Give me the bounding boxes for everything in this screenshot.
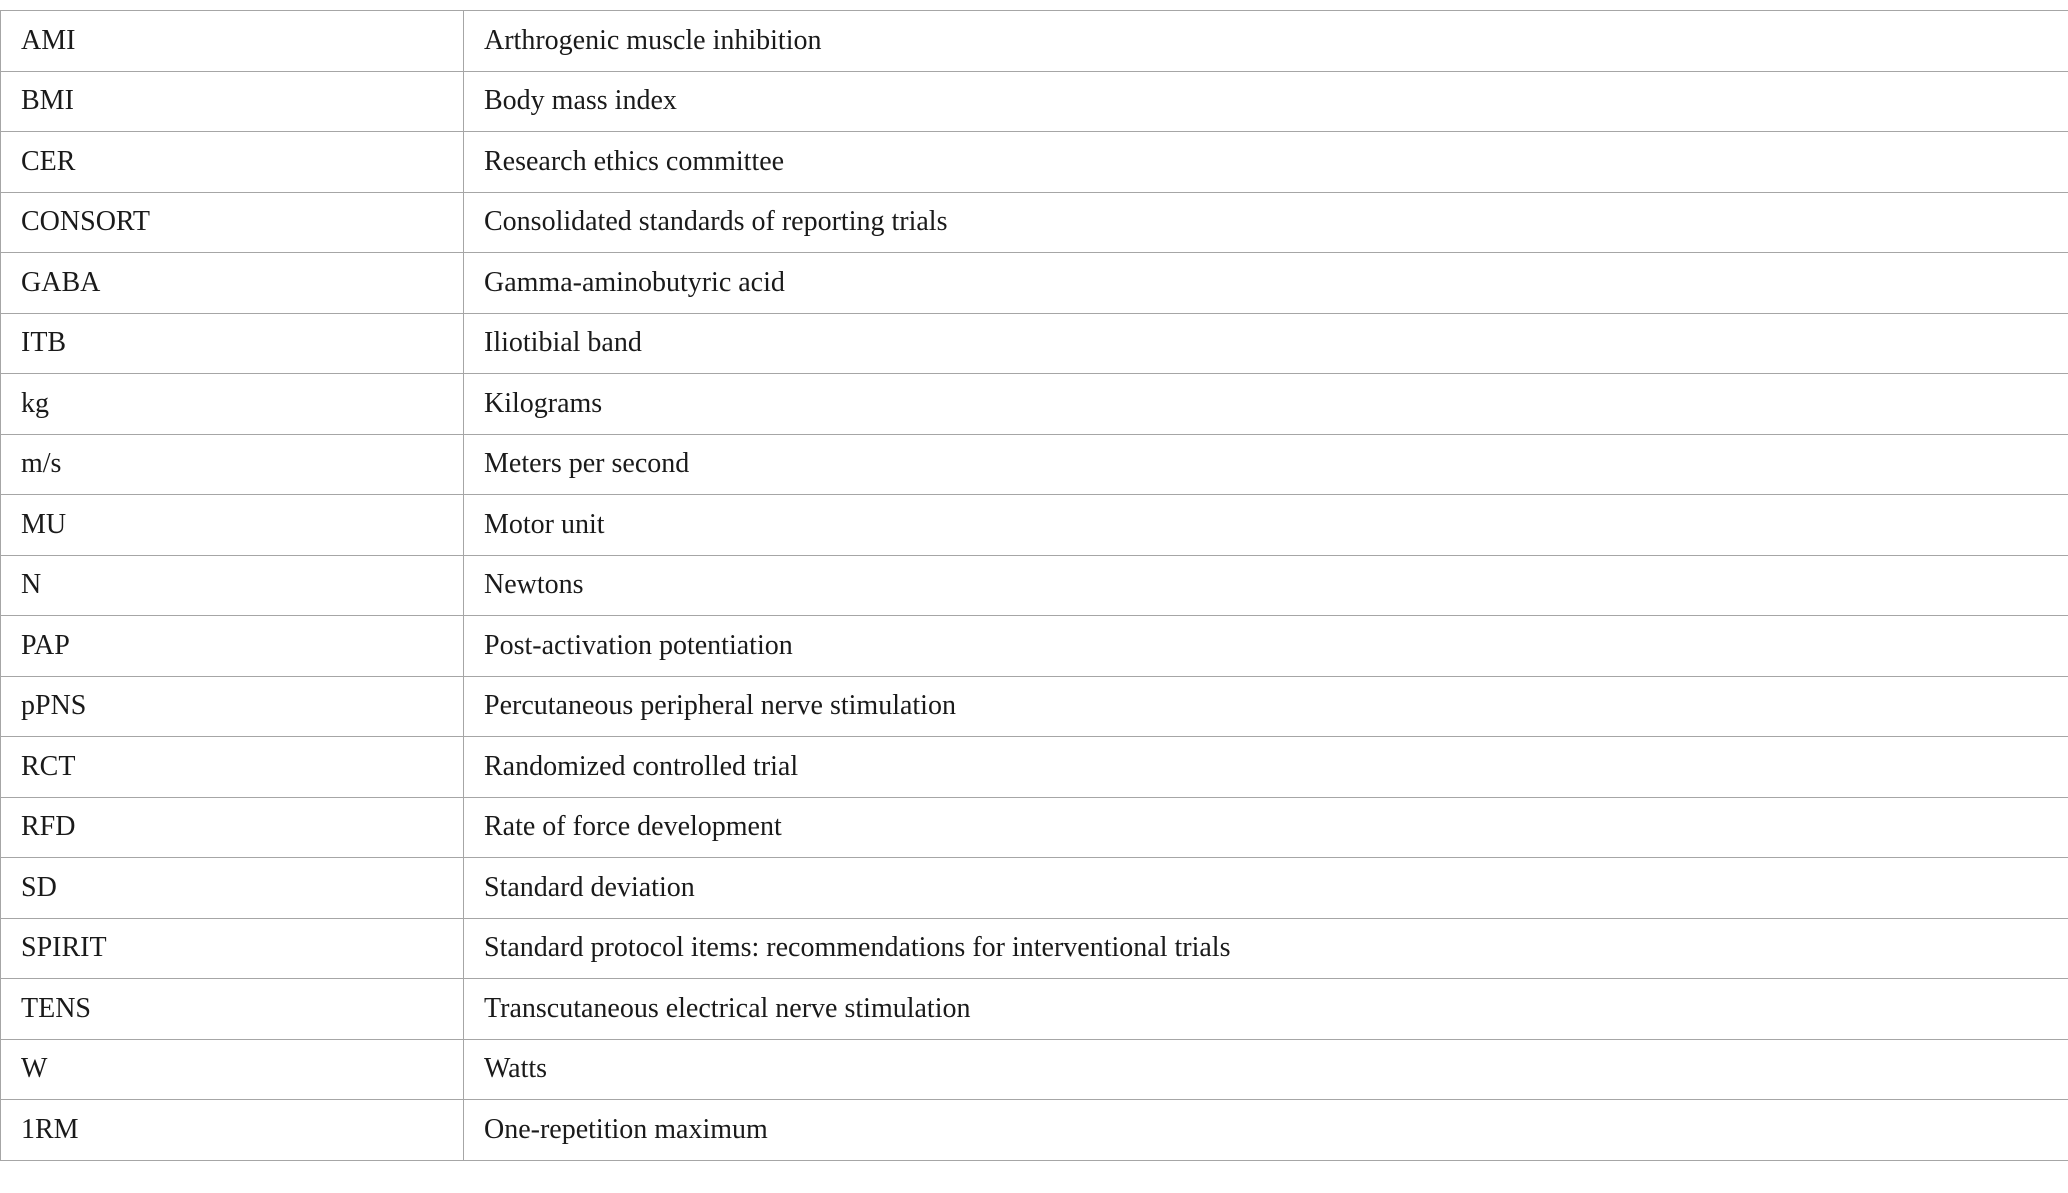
table-row: [1, 11, 2068, 72]
table-row: [1, 313, 2068, 374]
abbreviation-cell: SD: [1, 858, 464, 919]
definition-cell: One-repetition maximum: [464, 1100, 2068, 1161]
table-row: [1, 737, 2068, 798]
definition-cell: Standard deviation: [464, 858, 2068, 919]
definition-cell: Transcutaneous electrical nerve stimulation: [464, 979, 2068, 1040]
abbreviation-cell: m/s: [1, 434, 464, 495]
definition-cell: Post-activation potentiation: [464, 616, 2068, 677]
definition-cell: Standard protocol items: recommendations for interventional trials: [464, 918, 2068, 979]
abbreviation-cell: kg: [1, 374, 464, 435]
abbreviations-table: [0, 10, 2068, 1161]
definition-cell: Gamma-aminobutyric acid: [464, 253, 2068, 314]
table-row: [1, 132, 2068, 193]
abbreviation-cell: RCT: [1, 737, 464, 798]
abbreviation-cell: TENS: [1, 979, 464, 1040]
abbreviation-cell: MU: [1, 495, 464, 556]
table-row: [1, 434, 2068, 495]
table-row: [1, 374, 2068, 435]
abbreviation-cell: ITB: [1, 313, 464, 374]
definition-cell: Kilograms: [464, 374, 2068, 435]
abbreviation-cell: BMI: [1, 71, 464, 132]
table-row: [1, 192, 2068, 253]
definition-cell: Consolidated standards of reporting trials: [464, 192, 2068, 253]
abbreviation-cell: SPIRIT: [1, 918, 464, 979]
definition-cell: Randomized controlled trial: [464, 737, 2068, 798]
abbreviation-cell: W: [1, 1039, 464, 1100]
definition-cell: Research ethics committee: [464, 132, 2068, 193]
table-row: [1, 797, 2068, 858]
definition-cell: Body mass index: [464, 71, 2068, 132]
definition-cell: Newtons: [464, 555, 2068, 616]
abbreviation-cell: RFD: [1, 797, 464, 858]
abbreviation-cell: pPNS: [1, 676, 464, 737]
table-row: [1, 979, 2068, 1040]
table-row: [1, 918, 2068, 979]
abbreviation-cell: N: [1, 555, 464, 616]
table-row: [1, 858, 2068, 919]
table-row: [1, 676, 2068, 737]
definition-cell: Meters per second: [464, 434, 2068, 495]
abbreviation-cell: GABA: [1, 253, 464, 314]
table-row: [1, 616, 2068, 677]
table-row: [1, 71, 2068, 132]
abbreviation-cell: CER: [1, 132, 464, 193]
definition-cell: Percutaneous peripheral nerve stimulation: [464, 676, 2068, 737]
table-row: [1, 555, 2068, 616]
definition-cell: Iliotibial band: [464, 313, 2068, 374]
definition-cell: Watts: [464, 1039, 2068, 1100]
definition-cell: Motor unit: [464, 495, 2068, 556]
abbreviations-table-body: [1, 11, 2068, 1161]
abbreviation-cell: AMI: [1, 11, 464, 72]
abbreviation-cell: 1RM: [1, 1100, 464, 1161]
abbreviation-cell: PAP: [1, 616, 464, 677]
abbreviation-cell: CONSORT: [1, 192, 464, 253]
table-row: [1, 1039, 2068, 1100]
definition-cell: Rate of force development: [464, 797, 2068, 858]
table-row: [1, 495, 2068, 556]
table-row: [1, 253, 2068, 314]
table-row: [1, 1100, 2068, 1161]
definition-cell: Arthrogenic muscle inhibition: [464, 11, 2068, 72]
